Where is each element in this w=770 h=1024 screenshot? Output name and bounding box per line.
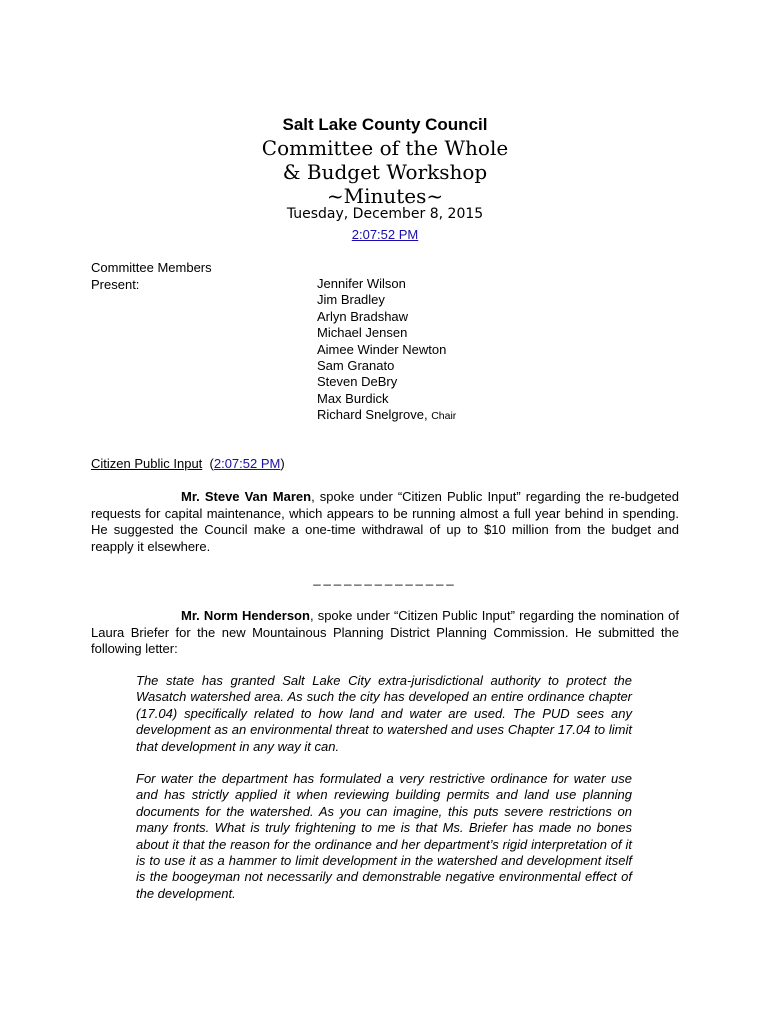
letter-paragraph-1: The state has granted Salt Lake City extra-jurisdictional authority to protect the Wasatch watershed area. As such the city has developed an entire ordinance chapter (17.04) specifically related to how land and water are used. The PUD sees any development as an environmental threat to watershed and uses Chapter 17.04 to limit that development in any way it can. — [136, 673, 632, 754]
document-title-line-2: & Budget Workshop — [282, 160, 488, 184]
chair-member-name: Richard Snelgrove, — [317, 407, 428, 423]
members-label-line-2: Present: — [91, 276, 140, 292]
document-title-line-3: ~Minutes~ — [326, 184, 444, 208]
member-name: Max Burdick — [317, 390, 389, 406]
member-name: Michael Jensen — [317, 325, 408, 341]
letter-paragraph-2: For water the department has formulated a very restrictive ordinance for water use and has strictly applied it when reviewing building permits and land use planning documents for the watershed. As you can imagine, this puts severe restrictions on many fronts. What is truly frightening to me is that Ms. Briefer has made no bones about it that the reason for the ordinance and her department’s rigid interpretation of it is to use it as a hammer to limit development in the watershed and development itself is the boogeyman not necessarily and demonstrable negative environmental effect of the development. — [136, 771, 632, 901]
paragraph-text: , spoke under “Citizen Public Input” regarding the nomination of Laura Briefer for the new Mountainous Planning District Planning Commission. He submitted the following letter: — [91, 608, 679, 656]
member-name: Arlyn Bradshaw — [317, 308, 409, 324]
member-name: Jim Bradley — [317, 292, 385, 308]
citizen-input-heading — [91, 456, 285, 471]
chair-label: Chair — [431, 410, 457, 423]
paren-open: ( — [209, 456, 214, 471]
speaker-name: Mr. Steve Van Maren — [181, 489, 312, 504]
paragraph-text: , spoke under “Citizen Public Input” regarding the re-budgeted requests for capital maintenance, which appears to be running almost a full year behind in spending. He suggested the Council make a one-time withdrawal of up to $10 million from the budget and reapply it elsewhere. — [91, 489, 679, 554]
paren-close: ) — [280, 456, 285, 471]
meeting-time — [0, 227, 770, 242]
speaker-name: Mr. Norm Henderson — [181, 608, 310, 623]
member-name: Sam Granato — [317, 358, 395, 374]
organization-name: Salt Lake County Council — [282, 115, 488, 134]
section-separator: ______________ — [313, 571, 457, 586]
members-list — [317, 276, 456, 425]
member-name: Steven DeBry — [317, 374, 398, 390]
members-label — [91, 260, 212, 293]
meeting-time-link[interactable]: 2:07:52 PM — [351, 227, 419, 242]
member-name: Jennifer Wilson — [317, 276, 406, 291]
paragraph-henderson — [91, 608, 679, 658]
paragraph-van-maren — [91, 489, 679, 555]
member-chair — [317, 407, 456, 424]
document-title-line-1: Committee of the Whole — [261, 136, 509, 160]
members-label-line-1: Committee Members — [91, 260, 212, 275]
citizen-input-time-link[interactable]: 2:07:52 PM — [213, 456, 281, 471]
meeting-date: Tuesday, December 8, 2015 — [286, 206, 484, 222]
citizen-input-title: Citizen Public Input — [91, 456, 203, 471]
member-name: Aimee Winder Newton — [317, 341, 447, 357]
